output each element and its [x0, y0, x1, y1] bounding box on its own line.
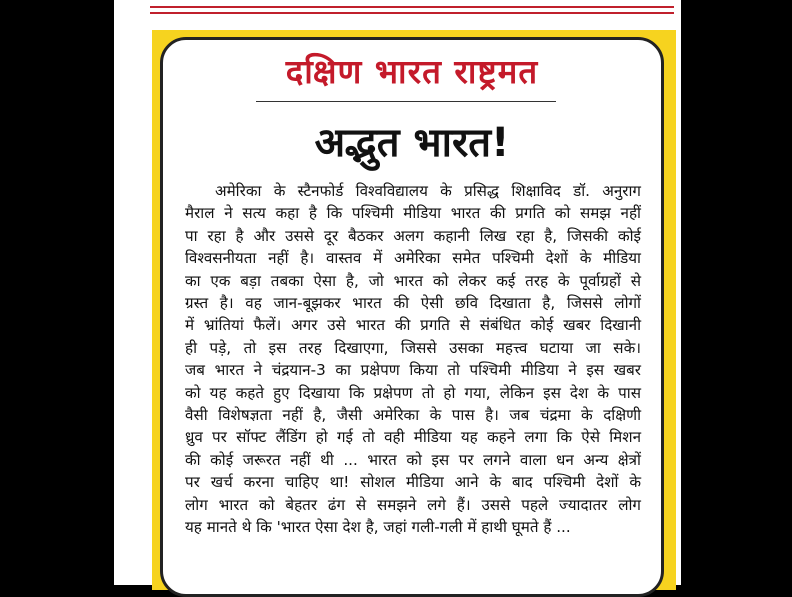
body-line: पर खर्च करना चाहिए था! सोशल मीडिया आने के बाद पश्चिमी देशों के [185, 473, 641, 492]
body-line: जब भारत ने चंद्रयान-3 का प्रक्षेपण किया तो पश्चिमी मीडिया ने इस खबर [185, 361, 641, 380]
body-line: ग्रस्त है। वह जान-बूझकर भारत की ऐसी छवि दिखाता है, जिससे लोगों [185, 294, 641, 313]
body-line: ही पड़े, तो इस तरह दिखाएगा, जिससे उसका महत्त्व घटाया जा सके। [185, 338, 641, 357]
body-line: मैराल ने सत्य कहा है कि पश्चिमी मीडिया भारत की प्रगति को समझ नहीं [185, 204, 641, 223]
top-rule-secondary [150, 12, 674, 14]
editorial-box [160, 37, 664, 597]
top-rule [150, 6, 674, 8]
body-line: पा रहा है और उससे दूर बैठकर अलग कहानी लिख रहा है, जिसकी कोई [185, 226, 641, 245]
headline: अद्भुत भारत! [314, 120, 510, 166]
masthead-underline [256, 101, 556, 102]
body-line: ध्रुव पर सॉफ्ट लैंडिंग हो गई तो वही मीडिया यह कहने लगा कि ऐसे मिशन [185, 428, 641, 447]
body-line: को यह कहते हुए दिखाया कि प्रक्षेपण तो हो गया, लेकिन इस देश के पास [185, 383, 641, 402]
article-body [185, 180, 641, 539]
newspaper-page [114, 0, 681, 585]
body-line: लोग भारत को बेहतर ढंग से समझने लगे हैं। उससे पहले ज्यादातर लोग [185, 495, 641, 514]
masthead-title: दक्षिण भारत राष्ट्रमत [285, 52, 539, 91]
body-line: में भ्रांतियां फैलें। अगर उसे भारत की प्रगति से संबंधित कोई खबर दिखानी [185, 316, 641, 335]
body-line: की कोई जरूरत नहीं थी ... भारत को इस पर लगने वाला धन अन्य क्षेत्रों [185, 450, 641, 469]
body-line: विश्वसनीयता नहीं है। वास्तव में अमेरिका समेत पश्चिमी देशों के मीडिया [185, 249, 641, 268]
body-line: वैसी विशेषज्ञता नहीं है, जैसी अमेरिका के पास है। जब चंद्रमा के दक्षिणी [185, 406, 641, 425]
body-line: यह मानते थे कि 'भारत ऐसा देश है, जहां गली-गली में हाथी घूमते हैं ... [185, 518, 571, 537]
body-line: अमेरिका के स्टैनफोर्ड विश्वविद्यालय के प्रसिद्ध शिक्षाविद डॉ. अनुराग [215, 182, 641, 200]
body-line: का एक बड़ा तबका ऐसा है, जो भारत को लेकर कई तरह के पूर्वाग्रहों से [185, 271, 641, 290]
